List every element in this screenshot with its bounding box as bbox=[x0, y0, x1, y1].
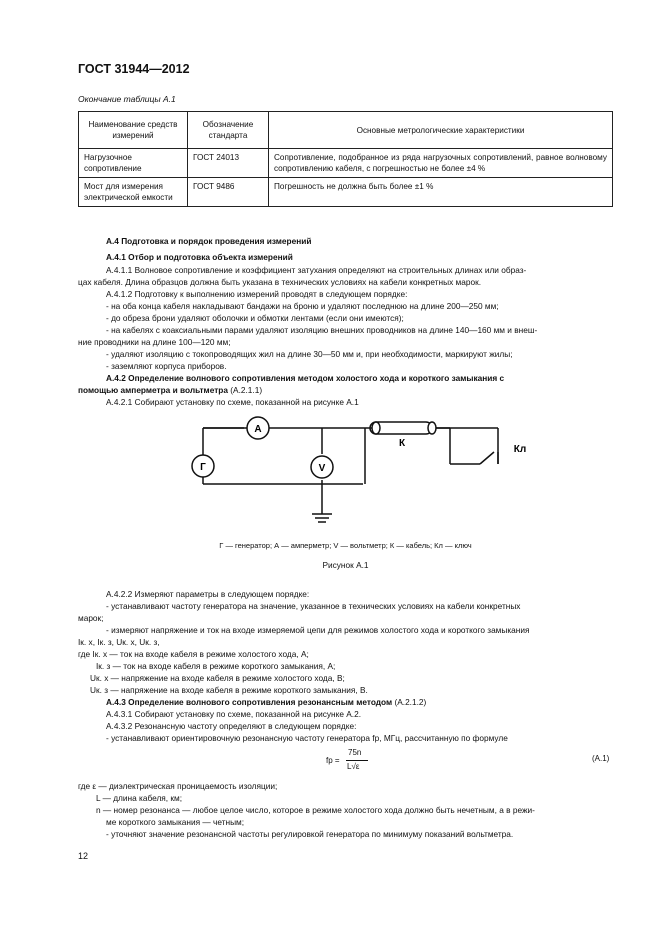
document-header: ГОСТ 31944—2012 bbox=[78, 62, 190, 76]
section-heading bbox=[78, 385, 613, 395]
table-cell: ГОСТ 9486 bbox=[188, 178, 269, 207]
table-header-cell: Основные метрологические характеристики bbox=[269, 112, 613, 149]
page-number: 12 bbox=[78, 851, 89, 861]
section-heading: А.4.1 Отбор и подготовка объекта измерений bbox=[106, 252, 293, 262]
table-row bbox=[79, 178, 613, 207]
figure-legend: Г — генератор; А — амперметр; V — вольтметр; К — кабель; Кл — ключ bbox=[219, 541, 472, 550]
where-item: Iк. з — ток на входе кабеля в режиме короткого замыкания, А; bbox=[96, 661, 336, 671]
table-header-cell: Наименование средств измерений bbox=[79, 112, 188, 149]
cable-symbol bbox=[372, 422, 380, 434]
paragraph: А.4.1.1 Волновое сопротивление и коэффициент затухания определяют на строительных длинах или образ- bbox=[106, 265, 527, 275]
list-item: - уточняют значение резонансной частоты регулировкой генератора по минимуму показаний вольтметра. bbox=[106, 829, 514, 839]
list-item: - устанавливают ориентировочную резонансную частоту генератора fр, МГц, рассчитанную по формуле bbox=[106, 733, 508, 743]
formula-number: (А.1) bbox=[592, 754, 610, 763]
section-reference: (А.2.1.2) bbox=[394, 697, 427, 707]
paragraph: А.4.3.2 Резонансную частоту определяют в следующем порядке: bbox=[106, 721, 357, 731]
table-cell: Сопротивление, подобранное из ряда нагрузочных сопротивлений, равное волновому сопротивлению кабеля, с погрешностью не более ±4 % bbox=[269, 149, 613, 178]
paragraph: А.4.2.1 Собирают установку по схеме, показанной на рисунке А.1 bbox=[106, 397, 359, 407]
table-cell: ГОСТ 24013 bbox=[188, 149, 269, 178]
table-header-cell: Обозначение стандарта bbox=[188, 112, 269, 149]
table-row bbox=[79, 149, 613, 178]
cable-symbol bbox=[428, 422, 436, 434]
table-cell: Погрешность не должна быть более ±1 % bbox=[269, 178, 613, 207]
list-item: - удаляют изоляцию с токопроводящих жил на длине 30—50 мм и, при необходимости, маркируют жилы; bbox=[106, 349, 513, 359]
paragraph: А.4.2.2 Измеряют параметры в следующем порядке: bbox=[106, 589, 310, 599]
where-item: где ε — диэлектрическая проницаемость изоляции; bbox=[78, 781, 278, 791]
table-header-row bbox=[79, 112, 613, 149]
figure-caption: Рисунок А.1 bbox=[322, 560, 369, 570]
paragraph: цах кабеля. Длина образцов должна быть указана в технических условиях на кабели конкретных марок. bbox=[78, 277, 482, 287]
variable-list: Iк. х, Iк. з, Uк. х, Uк. з, bbox=[78, 637, 160, 647]
section-heading-text: А.4.3 Определение волнового сопротивления резонансным методом bbox=[106, 697, 393, 707]
where-item: ме короткого замыкания — четным; bbox=[106, 817, 245, 827]
where-item: Uк. х — напряжение на входе кабеля в режиме холостого хода, В; bbox=[90, 673, 345, 683]
table-caption: Окончание таблицы А.1 bbox=[78, 94, 176, 104]
where-item: L — длина кабеля, км; bbox=[96, 793, 183, 803]
list-item: - на кабелях с коаксиальными парами удаляют изоляцию внешних проводников на длине 140—160 мм и внеш- bbox=[106, 325, 538, 335]
list-item: - измеряют напряжение и ток на входе измеряемой цепи для режимов холостого хода и короткого замыкания bbox=[106, 625, 530, 635]
list-item: - до обреза брони удаляют оболочки и обмотки лентами (если они имеются); bbox=[106, 313, 404, 323]
paragraph: А.4.1.2 Подготовку к выполнению измерений проводят в следующем порядке: bbox=[106, 289, 408, 299]
section-heading: А.4.2 Определение волнового сопротивления методом холостого хода и короткого замыкания с bbox=[106, 373, 505, 383]
ammeter-label: A bbox=[254, 424, 262, 435]
formula-lhs: fр = bbox=[326, 756, 340, 765]
list-item: ние проводники на длине 100—120 мм; bbox=[78, 337, 231, 347]
measurement-table bbox=[78, 111, 613, 207]
circuit-diagram bbox=[180, 408, 560, 536]
generator-label: Г bbox=[200, 462, 206, 473]
formula-numerator: 75n bbox=[348, 748, 362, 757]
section-reference: (А.2.1.1) bbox=[230, 385, 263, 395]
table-cell: Мост для измерения электрической емкости bbox=[79, 178, 188, 207]
cable-label: К bbox=[398, 438, 406, 449]
section-heading: А.4 Подготовка и порядок проведения измерений bbox=[106, 236, 312, 246]
where-item: где Iк. х — ток на входе кабеля в режиме холостого хода, А; bbox=[78, 649, 309, 659]
section-heading bbox=[106, 697, 613, 707]
key-label: Кл bbox=[513, 444, 527, 455]
voltmeter-label: V bbox=[318, 463, 326, 474]
where-item: n — номер резонанса — любое целое число, которое в режиме холостого хода должно быть нечетным, а в режи- bbox=[96, 805, 535, 815]
fraction-line bbox=[346, 760, 368, 761]
list-item: марок; bbox=[78, 613, 104, 623]
table-cell: Нагрузочное сопротивление bbox=[79, 149, 188, 178]
list-item: - заземляют корпуса приборов. bbox=[106, 361, 227, 371]
paragraph: А.4.3.1 Собирают установку по схеме, показанной на рисунке А.2. bbox=[106, 709, 362, 719]
where-item: Uк. з — напряжение на входе кабеля в режиме короткого замыкания, В. bbox=[90, 685, 368, 695]
formula-denominator: L√ε bbox=[347, 762, 360, 771]
section-heading-text: помощью амперметра и вольтметра bbox=[78, 385, 228, 395]
list-item: - на оба конца кабеля накладывают бандажи на броню и удаляют последнюю на длине 200—250 мм; bbox=[106, 301, 499, 311]
list-item: - устанавливают частоту генератора на значение, указанное в технических условиях на кабели конкретных bbox=[106, 601, 521, 611]
